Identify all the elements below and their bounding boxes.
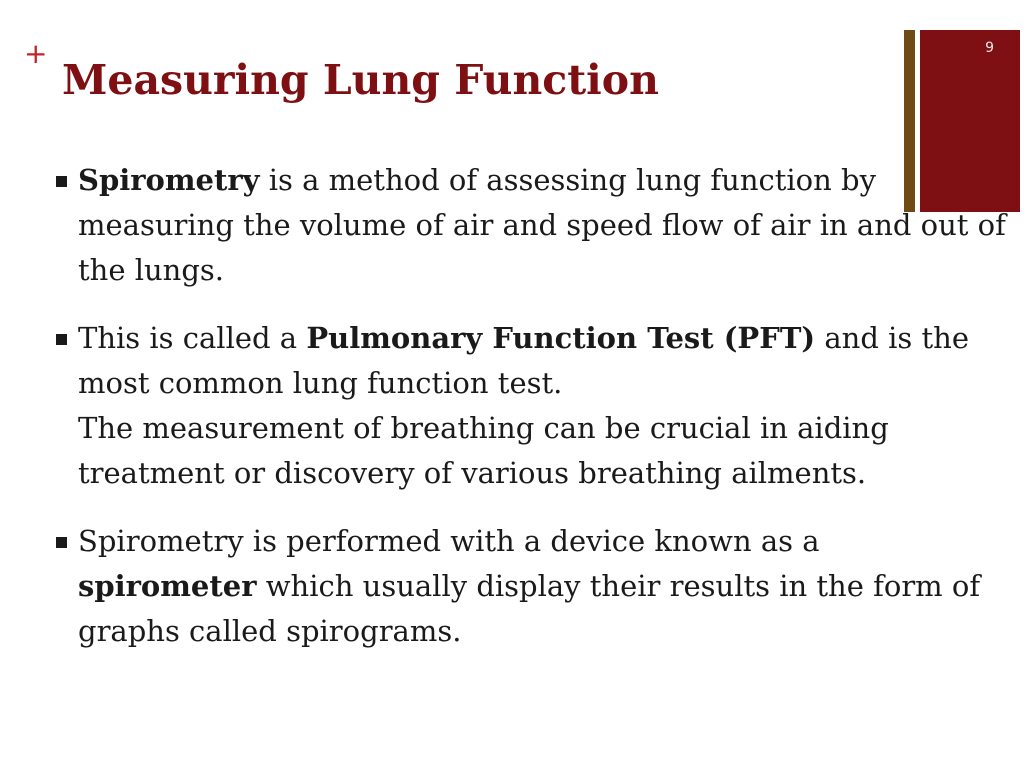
bullet-text: The measurement of breathing can be crucial in aiding treatment or discovery of various breathing ailments. bbox=[78, 411, 889, 490]
bullet-square-icon bbox=[56, 334, 67, 345]
bullet-text: is a method of assessing lung function by measuring the volume of air and speed flow of air in and out of the lungs. bbox=[78, 163, 1006, 287]
bullet-bold-term: spirometer bbox=[78, 569, 257, 603]
slide-number: 9 bbox=[985, 40, 994, 56]
bullet-item bbox=[56, 158, 1006, 293]
bullet-text: This is called a bbox=[78, 321, 307, 355]
bullet-bold-term: Pulmonary Function Test (PFT) bbox=[306, 321, 816, 355]
bullet-text: Spirometry is performed with a device known as a bbox=[78, 524, 820, 558]
bullet-text: and is the most common lung function test. bbox=[78, 321, 969, 400]
bullet-square-icon bbox=[56, 176, 67, 187]
bullet-list bbox=[56, 158, 1006, 654]
plus-icon: + bbox=[24, 37, 48, 70]
bullet-text: which usually display their results in the form of graphs called spirograms. bbox=[78, 569, 981, 648]
bullet-square-icon bbox=[56, 537, 67, 548]
bullet-item bbox=[56, 519, 1006, 654]
bullet-item bbox=[56, 316, 1006, 496]
bullet-bold-term: Spirometry bbox=[78, 163, 260, 197]
slide-title: Measuring Lung Function bbox=[62, 56, 659, 104]
